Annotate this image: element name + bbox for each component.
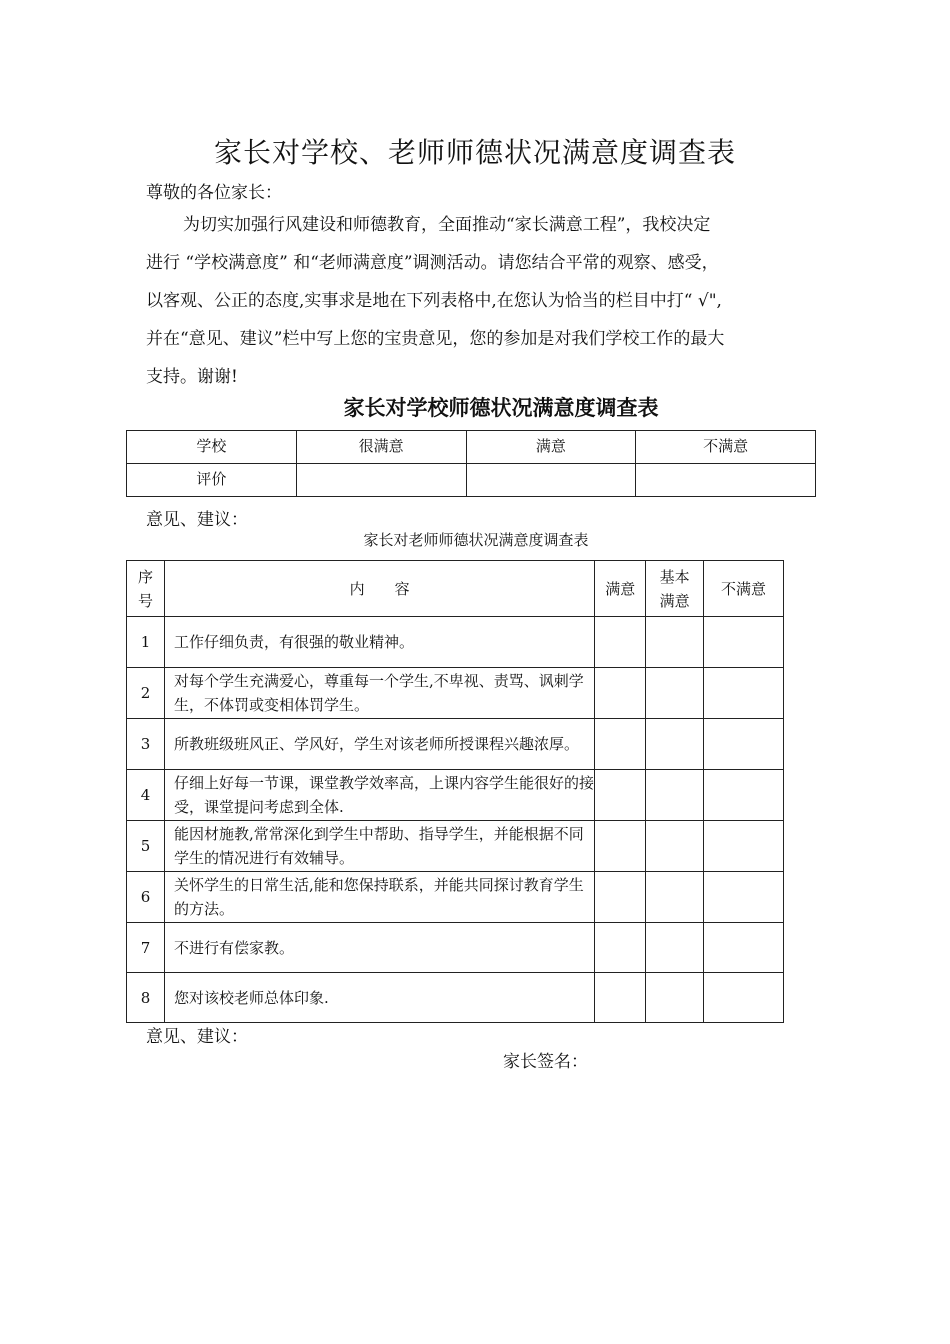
header-basic-line: 基本: [659, 567, 690, 586]
cell-satisfied[interactable]: [595, 719, 646, 770]
intro-paragraph: [146, 206, 826, 396]
header-num-line: 号: [137, 591, 153, 610]
header-satisfied: 满意: [595, 561, 646, 617]
teacher-table-title: 家长对老师师德状况满意度调查表: [363, 531, 589, 549]
row-number: 6: [127, 872, 165, 923]
header-school: 学校: [127, 431, 297, 464]
cell-basic-satisfied[interactable]: [646, 973, 704, 1023]
cell-very-satisfied[interactable]: [296, 464, 466, 497]
cell-satisfied[interactable]: [595, 973, 646, 1023]
row-number: 3: [127, 719, 165, 770]
intro-line: 以客观、公正的态度,实事求是地在下列表格中,在您认为恰当的栏目中打“ √",: [146, 291, 722, 311]
table-header-row: [127, 431, 816, 464]
cell-basic-satisfied[interactable]: [646, 668, 704, 719]
row-number: 8: [127, 973, 165, 1023]
page-title: 家长对学校、老师师德状况满意度调查表: [213, 136, 736, 169]
table-row: [127, 719, 784, 770]
table-header-row: [127, 561, 784, 617]
table-row: [127, 668, 784, 719]
table-row: [127, 821, 784, 872]
cell-unsatisfied[interactable]: [704, 872, 784, 923]
header-content: 内 容: [164, 561, 594, 617]
school-satisfaction-table: [126, 430, 816, 497]
header-basic-line: 满意: [659, 591, 690, 610]
header-very-satisfied: 很满意: [296, 431, 466, 464]
table-row: [127, 770, 784, 821]
cell-basic-satisfied[interactable]: [646, 770, 704, 821]
table-row: [127, 617, 784, 668]
cell-unsatisfied[interactable]: [704, 923, 784, 973]
row-content: 工作仔细负责，有很强的敬业精神。: [164, 617, 594, 668]
parent-signature-label: 家长签名：: [503, 1052, 588, 1072]
row-number: 1: [127, 617, 165, 668]
table-row: [127, 464, 816, 497]
header-unsatisfied: 不满意: [704, 561, 784, 617]
row-content: 仔细上好每一节课，课堂教学效率高，上课内容学生能很好的接受，课堂提问考虑到全体.: [164, 770, 594, 821]
table-row: [127, 973, 784, 1023]
row-content: 对每个学生充满爱心，尊重每一个学生,不卑视、责骂、讽刺学生，不体罚或变相体罚学生。: [164, 668, 594, 719]
cell-unsatisfied[interactable]: [636, 464, 816, 497]
school-table-title: 家长对学校师德状况满意度调查表: [343, 396, 659, 420]
header-num: [127, 561, 165, 617]
row-content: 能因材施教,常常深化到学生中帮助、指导学生，并能根据不同学生的情况进行有效辅导。: [164, 821, 594, 872]
header-num-line: 序: [137, 567, 153, 586]
row-content: 不进行有偿家教。: [164, 923, 594, 973]
row-content: 关怀学生的日常生活,能和您保持联系，并能共同探讨教育学生的方法。: [164, 872, 594, 923]
cell-unsatisfied[interactable]: [704, 668, 784, 719]
cell-basic-satisfied[interactable]: [646, 617, 704, 668]
cell-satisfied[interactable]: [466, 464, 636, 497]
table-row: [127, 872, 784, 923]
cell-basic-satisfied[interactable]: [646, 719, 704, 770]
row-number: 4: [127, 770, 165, 821]
cell-satisfied[interactable]: [595, 821, 646, 872]
intro-line: 进行 “学校满意度” 和“老师满意度”调测活动。请您结合平常的观察、感受，: [146, 253, 719, 273]
table-row: [127, 923, 784, 973]
row-number: 5: [127, 821, 165, 872]
cell-unsatisfied[interactable]: [704, 770, 784, 821]
intro-line: 为切实加强行风建设和师德教育，全面推动“家长满意工程”，我校决定: [183, 215, 711, 235]
greeting: 尊敬的各位家长：: [146, 183, 282, 203]
header-basic-satisfied: [646, 561, 704, 617]
header-unsatisfied: 不满意: [636, 431, 816, 464]
cell-satisfied[interactable]: [595, 668, 646, 719]
cell-unsatisfied[interactable]: [704, 821, 784, 872]
cell-satisfied[interactable]: [595, 872, 646, 923]
row-content: 所教班级班风正、学风好，学生对该老师所授课程兴趣浓厚。: [164, 719, 594, 770]
intro-line: 支持。谢谢!: [146, 367, 238, 387]
row-number: 7: [127, 923, 165, 973]
cell-basic-satisfied[interactable]: [646, 872, 704, 923]
opinion-label: 意见、建议：: [146, 1027, 248, 1047]
row-content: 您对该校老师总体印象.: [164, 973, 594, 1023]
teacher-satisfaction-table: [126, 560, 784, 1023]
row-number: 2: [127, 668, 165, 719]
header-satisfied: 满意: [466, 431, 636, 464]
cell-unsatisfied[interactable]: [704, 719, 784, 770]
cell-unsatisfied[interactable]: [704, 973, 784, 1023]
cell-basic-satisfied[interactable]: [646, 923, 704, 973]
cell-satisfied[interactable]: [595, 923, 646, 973]
cell-satisfied[interactable]: [595, 617, 646, 668]
cell-satisfied[interactable]: [595, 770, 646, 821]
row-label-evaluation: 评价: [127, 464, 297, 497]
cell-basic-satisfied[interactable]: [646, 821, 704, 872]
cell-unsatisfied[interactable]: [704, 617, 784, 668]
opinion-label: 意见、建议：: [146, 510, 248, 530]
intro-line: 并在“意见、建议”栏中写上您的宝贵意见，您的参加是对我们学校工作的最大: [146, 329, 725, 349]
